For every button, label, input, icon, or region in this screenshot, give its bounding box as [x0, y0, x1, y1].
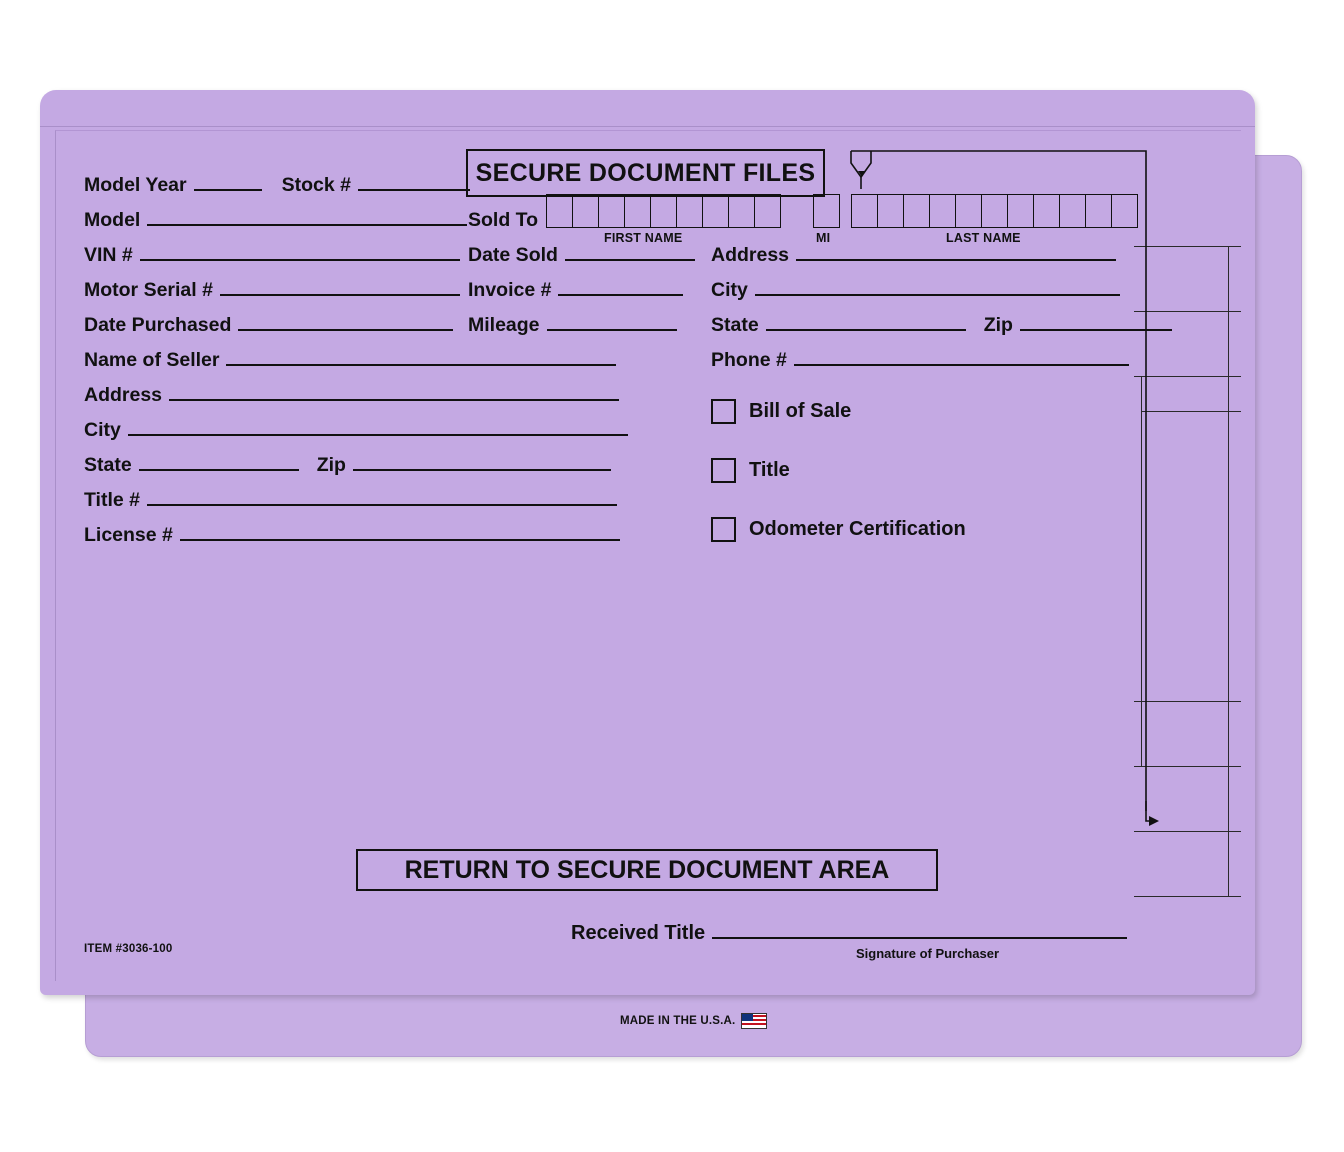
form-title	[466, 149, 825, 197]
middle-initial-caption: MI	[816, 231, 831, 245]
checkbox-label: Title	[749, 459, 790, 481]
field-label: Model	[84, 209, 141, 231]
char-cell[interactable]	[624, 194, 651, 228]
field-input-line[interactable]	[147, 488, 617, 506]
field-input-line[interactable]	[226, 348, 616, 366]
field-input-line[interactable]	[180, 523, 620, 541]
field-label: City	[711, 279, 748, 301]
form-title-text: SECURE DOCUMENT FILES	[475, 158, 816, 187]
field-label: Motor Serial #	[84, 279, 213, 301]
field-label: State	[84, 454, 132, 476]
field-input-line[interactable]	[238, 313, 453, 331]
field-label: City	[84, 419, 121, 441]
made-in-usa	[620, 1013, 767, 1029]
char-cell[interactable]	[676, 194, 703, 228]
field-date-sold[interactable]	[468, 243, 695, 267]
field-label: Mileage	[468, 314, 540, 336]
field-label: Zip	[983, 314, 1013, 336]
field-title-number[interactable]	[84, 488, 617, 512]
field-license-number[interactable]	[84, 523, 620, 547]
char-cell[interactable]	[598, 194, 625, 228]
char-cell[interactable]	[650, 194, 677, 228]
field-input-line[interactable]	[147, 208, 467, 226]
char-cell[interactable]	[851, 194, 878, 228]
return-notice	[356, 849, 938, 891]
field-seller-address[interactable]	[84, 383, 619, 407]
char-cell[interactable]	[754, 194, 781, 228]
char-cell[interactable]	[1033, 194, 1060, 228]
checkbox-label: Bill of Sale	[749, 400, 852, 422]
field-buyer-state-zip[interactable]	[711, 313, 1172, 337]
middle-initial-box[interactable]	[813, 194, 840, 228]
field-input-line[interactable]	[766, 313, 966, 331]
item-number: ITEM #3036-100	[84, 943, 173, 955]
field-label: Name of Seller	[84, 349, 220, 371]
return-notice-text: RETURN TO SECURE DOCUMENT AREA	[404, 855, 890, 884]
char-cell[interactable]	[572, 194, 599, 228]
field-label: Address	[711, 244, 790, 266]
checkbox-title[interactable]	[711, 458, 790, 483]
field-input-line[interactable]	[194, 173, 262, 191]
field-input-line[interactable]	[794, 348, 1129, 366]
field-input-line[interactable]	[755, 278, 1120, 296]
signature-caption: Signature of Purchaser	[856, 946, 1000, 961]
field-label: State	[711, 314, 759, 336]
envelope-flap-crease	[40, 126, 1255, 127]
field-input-line[interactable]	[128, 418, 628, 436]
first-name-caption: FIRST NAME	[604, 231, 683, 245]
char-cell[interactable]	[1007, 194, 1034, 228]
field-label: Date Sold	[468, 244, 558, 266]
char-cell[interactable]	[903, 194, 930, 228]
field-seller-state-zip[interactable]	[84, 453, 611, 477]
field-motor-serial[interactable]	[84, 278, 460, 302]
field-sold-to	[468, 209, 545, 232]
char-cell[interactable]	[813, 194, 840, 228]
char-cell[interactable]	[929, 194, 956, 228]
char-cell[interactable]	[981, 194, 1008, 228]
field-input-line[interactable]	[220, 278, 460, 296]
field-label: Phone #	[711, 349, 787, 371]
made-in-usa-text: MADE IN THE U.S.A.	[620, 1015, 736, 1027]
checkbox-box[interactable]	[711, 458, 736, 483]
field-label: Stock #	[281, 174, 351, 196]
field-input-line[interactable]	[558, 278, 683, 296]
field-buyer-city[interactable]	[711, 278, 1120, 302]
char-cell[interactable]	[728, 194, 755, 228]
first-name-boxes[interactable]	[546, 194, 781, 228]
field-input-line[interactable]	[547, 313, 677, 331]
field-date-purchased[interactable]	[84, 313, 453, 337]
signature-line[interactable]	[712, 921, 1127, 939]
field-invoice-number[interactable]	[468, 278, 683, 302]
field-label: License #	[84, 524, 173, 546]
field-label: VIN #	[84, 244, 133, 266]
checkbox-bill-of-sale[interactable]	[711, 399, 851, 424]
us-flag-icon	[741, 1013, 767, 1029]
form-body	[56, 131, 1241, 981]
field-label: Zip	[316, 454, 346, 476]
field-label: Model Year	[84, 174, 187, 196]
field-input-line[interactable]	[169, 383, 619, 401]
field-mileage[interactable]	[468, 313, 677, 337]
char-cell[interactable]	[1059, 194, 1086, 228]
char-cell[interactable]	[702, 194, 729, 228]
field-label: Title #	[84, 489, 140, 511]
checkbox-label: Odometer Certification	[749, 518, 966, 540]
last-name-caption: LAST NAME	[946, 231, 1021, 245]
field-input-line[interactable]	[353, 453, 611, 471]
field-input-line[interactable]	[140, 243, 460, 261]
field-label: Received Title	[571, 922, 706, 944]
char-cell[interactable]	[1085, 194, 1112, 228]
field-label: Address	[84, 384, 163, 406]
field-seller-city[interactable]	[84, 418, 628, 442]
field-model-year[interactable]	[84, 173, 470, 197]
field-label: Invoice #	[468, 279, 552, 301]
field-input-line[interactable]	[565, 243, 695, 261]
char-cell[interactable]	[1111, 194, 1138, 228]
field-vin[interactable]	[84, 243, 460, 267]
field-input-line[interactable]	[139, 453, 299, 471]
field-label: Date Purchased	[84, 314, 232, 336]
last-name-boxes[interactable]	[851, 194, 1138, 228]
field-input-line[interactable]	[796, 243, 1116, 261]
field-buyer-phone[interactable]	[711, 348, 1129, 372]
field-input-line[interactable]	[1020, 313, 1172, 331]
field-model[interactable]	[84, 208, 467, 232]
checkbox-box[interactable]	[711, 517, 736, 542]
char-cell[interactable]	[546, 194, 573, 228]
char-cell[interactable]	[955, 194, 982, 228]
envelope-front-face	[55, 130, 1241, 981]
envelope-front-sheet	[40, 90, 1255, 995]
field-name-of-seller[interactable]	[84, 348, 616, 372]
field-buyer-address[interactable]	[711, 243, 1116, 267]
field-input-line[interactable]	[358, 173, 470, 191]
checkbox-odometer-certification[interactable]	[711, 517, 966, 542]
char-cell[interactable]	[877, 194, 904, 228]
field-label: Sold To	[468, 209, 539, 231]
received-title-field[interactable]	[571, 921, 1127, 945]
checkbox-box[interactable]	[711, 399, 736, 424]
